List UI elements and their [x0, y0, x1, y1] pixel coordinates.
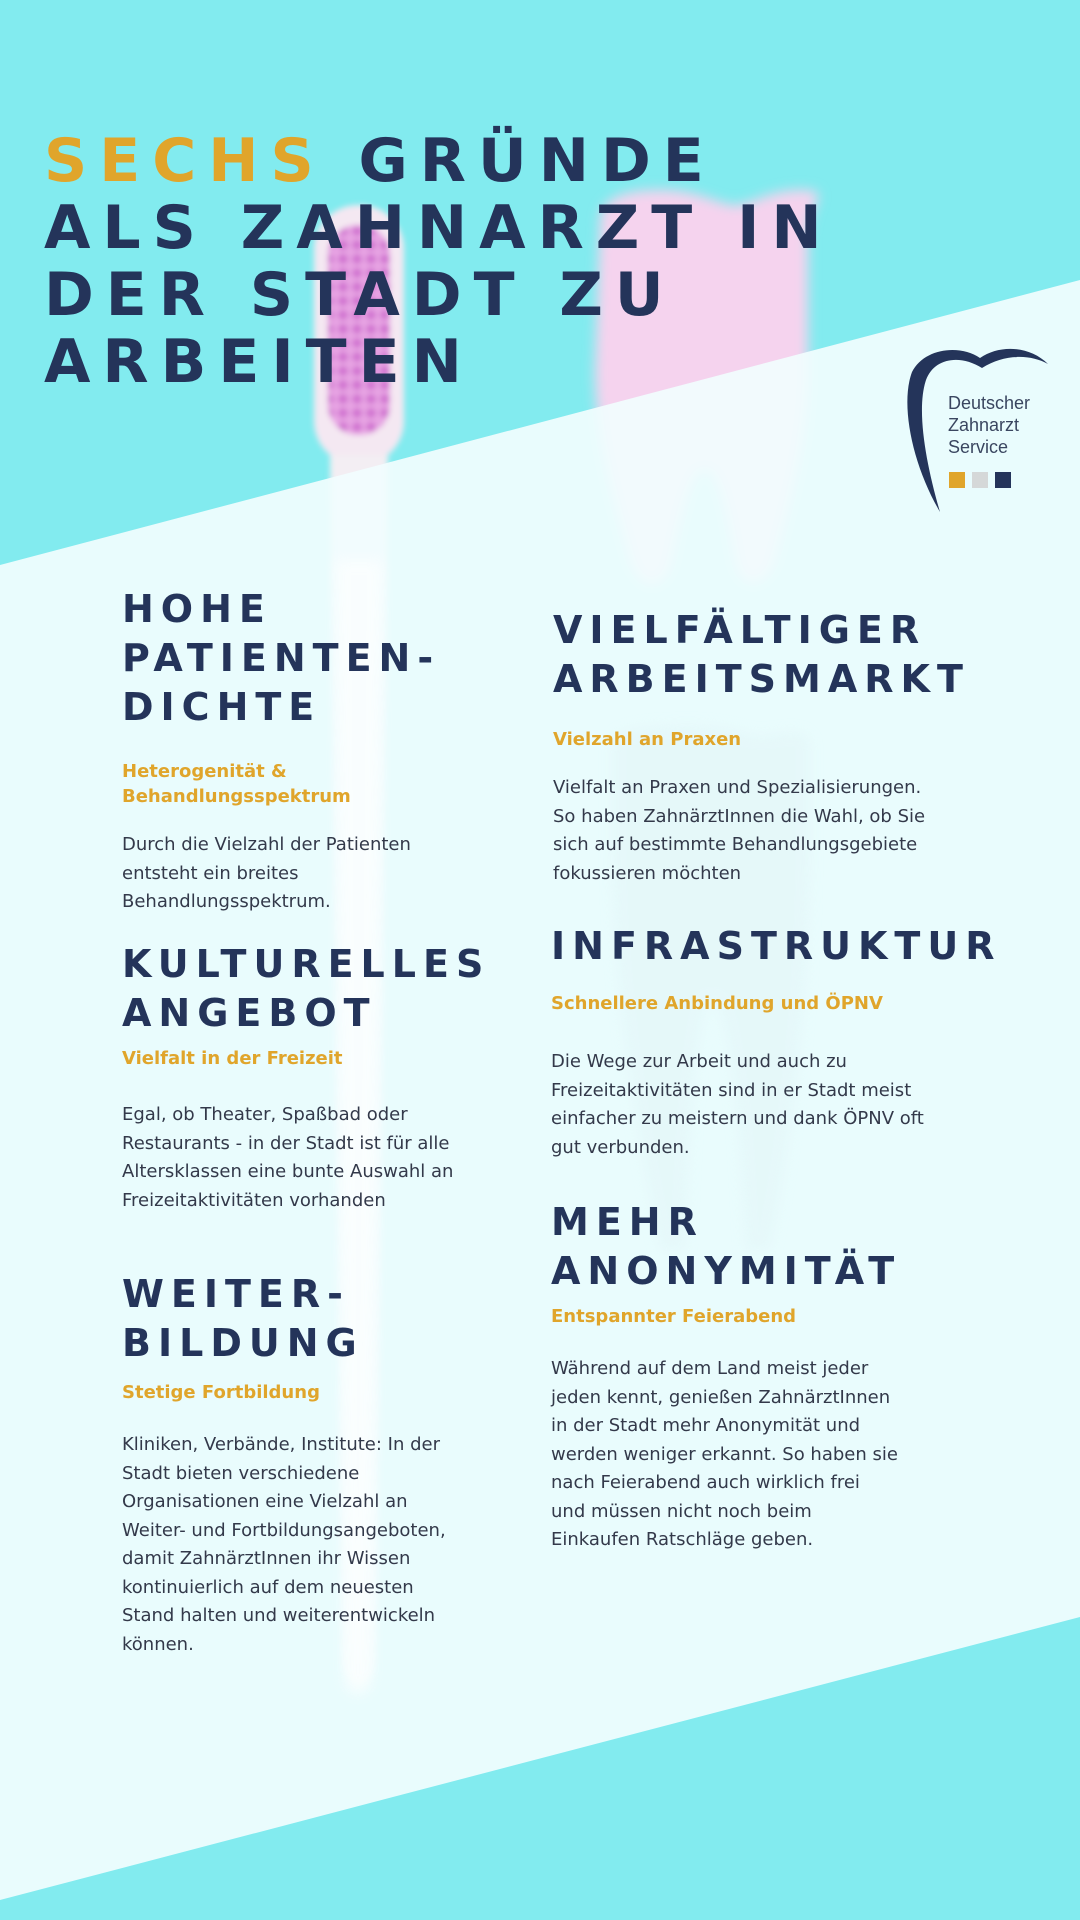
body-line: Einkaufen Ratschläge geben. [551, 1529, 814, 1550]
section-arbeitsmarkt [553, 606, 1033, 888]
section-body [122, 1431, 522, 1659]
section-subtitle [553, 727, 1033, 752]
body-line: Die Wege zur Arbeit und auch zu [551, 1051, 847, 1072]
section-patientendichte [122, 585, 512, 917]
deutscher-zahnarzt-service-logo [900, 344, 1060, 514]
body-line: Egal, ob Theater, Spaßbad oder [122, 1104, 408, 1125]
section-subtitle [122, 759, 512, 809]
body-line: sich auf bestimmte Behandlungsgebiete [553, 834, 918, 855]
logo-line-1: Deutscher [948, 393, 1031, 413]
heading-line: KULTURELLES [122, 942, 491, 986]
subtitle-line: Vielfalt in der Freizeit [122, 1048, 343, 1069]
section-body [551, 1355, 1031, 1555]
section-heading [553, 606, 1033, 704]
section-subtitle [551, 991, 1031, 1016]
body-line: nach Feierabend auch wirklich frei [551, 1472, 860, 1493]
heading-line: PATIENTEN- [122, 636, 441, 680]
subtitle-line: Schnellere Anbindung und ÖPNV [551, 993, 883, 1014]
section-body [122, 831, 512, 917]
body-line: damit ZahnärztInnen ihr Wissen [122, 1548, 411, 1569]
section-body [122, 1101, 522, 1215]
body-line: einfacher zu meistern und dank ÖPNV oft [551, 1108, 924, 1129]
subtitle-line: Vielzahl an Praxen [553, 729, 742, 750]
title-line-1 [44, 128, 834, 195]
section-heading [122, 1270, 522, 1368]
title-accent-word: SECHS [44, 126, 326, 196]
section-heading [551, 1198, 1031, 1296]
body-line: jeden kennt, genießen ZahnärztInnen [551, 1386, 891, 1408]
heading-line: WEITER- [122, 1272, 350, 1316]
body-line: Stadt bieten verschiedene [122, 1462, 360, 1484]
title-line-4: ARBEITEN [44, 327, 474, 397]
subtitle-line: Heterogenität & [122, 761, 287, 782]
logo-line-2: Zahnarzt [948, 415, 1020, 435]
title-line-2: ALS ZAHNARZT IN [44, 193, 834, 263]
body-line: Behandlungsspektrum. [122, 891, 331, 912]
heading-line: ANONYMITÄT [551, 1249, 902, 1293]
body-line: Altersklassen eine bunte Auswahl an [122, 1161, 454, 1182]
heading-line: HOHE [122, 587, 272, 631]
subtitle-line: Behandlungsspektrum [122, 786, 351, 807]
body-line: Freizeitaktivitäten sind in er Stadt meist [551, 1079, 912, 1101]
body-line: Kliniken, Verbände, Institute: In der [122, 1434, 440, 1455]
body-line: So haben ZahnärztInnen die Wahl, ob Sie [553, 805, 926, 827]
subtitle-line: Entspannter Feierabend [551, 1306, 797, 1327]
body-line: und müssen nicht noch beim [551, 1500, 812, 1522]
body-line: Vielfalt an Praxen und Spezialisierungen. [553, 777, 922, 798]
body-line: Organisationen eine Vielzahl an [122, 1491, 408, 1512]
body-line: Weiter- und Fortbildungsangeboten, [122, 1519, 446, 1541]
section-body [553, 774, 1033, 888]
section-heading [122, 585, 512, 732]
section-subtitle [551, 1304, 1031, 1329]
heading-line: DICHTE [122, 685, 322, 729]
body-line: Restaurants - in der Stadt ist für alle [122, 1132, 450, 1154]
title-line-1-rest: GRÜNDE [325, 126, 716, 196]
body-line: gut verbunden. [551, 1136, 690, 1158]
body-line: kontinuierlich auf dem neuesten [122, 1576, 414, 1598]
section-kultur [122, 940, 522, 1215]
heading-line: VIELFÄLTIGER [553, 608, 927, 652]
logo-line-3: Service [948, 437, 1009, 457]
main-title [44, 128, 834, 396]
body-line: Während auf dem Land meist jeder [551, 1358, 869, 1379]
section-subtitle [122, 1046, 522, 1071]
section-anonymitaet [551, 1198, 1031, 1555]
heading-line: INFRASTRUKTUR [551, 924, 1002, 968]
section-heading [551, 922, 1031, 971]
body-line: werden weniger erkannt. So haben sie [551, 1443, 898, 1465]
heading-line: BILDUNG [122, 1321, 364, 1365]
body-line: in der Stadt mehr Anonymität und [551, 1415, 861, 1436]
heading-line: ANGEBOT [122, 991, 377, 1035]
heading-line: MEHR [551, 1200, 704, 1244]
logo-square-grey [972, 472, 988, 488]
section-infrastruktur [551, 922, 1031, 1162]
body-line: Durch die Vielzahl der Patienten [122, 834, 411, 855]
logo-text [948, 392, 1030, 458]
subtitle-line: Stetige Fortbildung [122, 1382, 320, 1403]
body-line: fokussieren möchten [553, 862, 742, 884]
heading-line: ARBEITSMARKT [553, 657, 970, 701]
body-line: Freizeitaktivitäten vorhanden [122, 1189, 386, 1211]
section-body [551, 1048, 1031, 1162]
logo-square-gold [949, 472, 965, 488]
section-weiterbildung [122, 1270, 522, 1659]
body-line: können. [122, 1633, 194, 1655]
logo-square-navy [995, 472, 1011, 488]
section-subtitle [122, 1380, 522, 1405]
body-line: entsteht ein breites [122, 862, 299, 884]
body-line: Stand halten und weiterentwickeln [122, 1605, 436, 1626]
section-heading [122, 940, 522, 1038]
title-line-3: DER STADT ZU [44, 260, 676, 330]
